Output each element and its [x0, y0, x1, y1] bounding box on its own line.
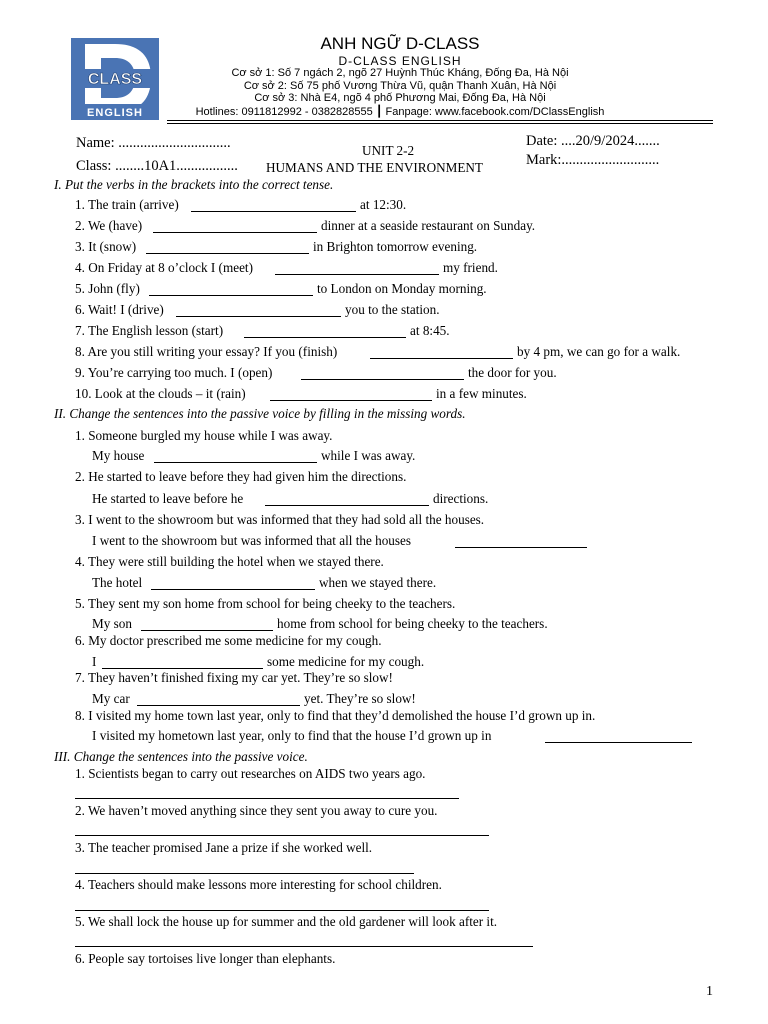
s2-item-1-question: 1. Someone burgled my house while I was away.: [75, 428, 333, 443]
s2-item-6-rest: some medicine for my cough.: [267, 654, 425, 669]
s1-item-6-rest: you to the station.: [345, 302, 440, 317]
school-subtitle: D-CLASS ENGLISH: [338, 54, 462, 68]
mark-field: Mark:...........................: [526, 152, 660, 168]
s2-item-4-rest: when we stayed there.: [319, 575, 437, 590]
s1-item-10-rest: in a few minutes.: [436, 386, 527, 401]
s1-item-4-blank[interactable]: [275, 274, 439, 275]
s3-item-2-question: 2. We haven’t moved anything since they sent you away to cure you.: [75, 803, 438, 818]
address-1: Cơ sở 1: Số 7 ngách 2, ngõ 27 Huỳnh Thúc Kháng, Đống Đa, Hà Nội: [231, 67, 569, 79]
s1-item-9-text: 9. You’re carrying too much. I (open): [75, 365, 273, 380]
s3-item-5-question: 5. We shall lock the house up for summer and the old gardener will look after it.: [75, 914, 498, 929]
s3-item-3-answer-line[interactable]: [75, 873, 414, 874]
s2-item-7-text: My car: [92, 691, 130, 706]
date-field: Date: ....20/9/2024.......: [526, 133, 660, 149]
s2-item-1-rest: while I was away.: [321, 448, 416, 463]
s2-item-6-text: I: [92, 654, 97, 669]
s1-item-2-rest: dinner at a seaside restaurant on Sunday.: [321, 218, 536, 233]
s2-item-4-blank[interactable]: [151, 589, 315, 590]
unit-label: UNIT 2-2: [362, 143, 415, 158]
s2-item-5-question: 5. They sent my son home from school for being cheeky to the teachers.: [75, 596, 456, 611]
s3-item-1-question: 1. Scientists began to carry out researches on AIDS two years ago.: [75, 766, 426, 781]
s1-item-10-text: 10. Look at the clouds – it (rain): [75, 386, 246, 401]
s1-item-10-blank[interactable]: [270, 400, 432, 401]
s3-item-6-question: 6. People say tortoises live longer than elephants.: [75, 951, 336, 966]
header-rule-bottom: [167, 123, 713, 124]
s2-item-6-question: 6. My doctor prescribed me some medicine for my cough.: [75, 633, 382, 648]
section-3-heading: III. Change the sentences into the passive voice.: [54, 749, 308, 764]
s3-item-1-answer-line[interactable]: [75, 798, 459, 799]
s2-item-5-blank[interactable]: [141, 630, 273, 631]
s1-item-1-rest: at 12:30.: [360, 197, 407, 212]
header-rule-top: [167, 120, 713, 121]
s1-item-8-text: 8. Are you still writing your essay? If you (finish): [75, 344, 338, 359]
s1-item-8-blank[interactable]: [370, 358, 513, 359]
d-class-logo: [71, 38, 159, 120]
s2-item-3-blank[interactable]: [455, 547, 587, 548]
s2-item-8-text: I visited my hometown last year, only to find that the house I’d grown up in: [92, 728, 492, 743]
s1-item-2-text: 2. We (have): [75, 218, 143, 233]
s3-item-4-answer-line[interactable]: [75, 910, 489, 911]
address-3: Cơ sở 3: Nhà E4, ngõ 4 phố Phương Mai, Đống Đa, Hà Nội: [254, 92, 546, 104]
s1-item-3-text: 3. It (snow): [75, 239, 137, 254]
s2-item-2-blank[interactable]: [265, 505, 429, 506]
s2-item-8-blank[interactable]: [545, 742, 692, 743]
s2-item-7-rest: yet. They’re so slow!: [304, 691, 416, 706]
s1-item-8-rest: by 4 pm, we can go for a walk.: [517, 344, 681, 359]
s1-item-1-blank[interactable]: [191, 211, 356, 212]
s2-item-7-question: 7. They haven’t finished fixing my car yet. They’re so slow!: [75, 670, 393, 685]
unit-topic: HUMANS AND THE ENVIRONMENT: [266, 160, 483, 175]
s3-item-4-question: 4. Teachers should make lessons more interesting for school children.: [75, 877, 442, 892]
s3-item-2-answer-line[interactable]: [75, 835, 489, 836]
s1-item-5-text: 5. John (fly): [75, 281, 140, 296]
s1-item-5-rest: to London on Monday morning.: [317, 281, 487, 296]
s2-item-1-blank[interactable]: [154, 462, 317, 463]
page-number: 1: [706, 984, 713, 999]
s1-item-2-blank[interactable]: [153, 232, 317, 233]
s1-item-4-text: 4. On Friday at 8 o’clock I (meet): [75, 260, 253, 275]
s2-item-6-blank[interactable]: [102, 668, 263, 669]
s2-item-5-rest: home from school for being cheeky to the teachers.: [277, 616, 548, 631]
s2-item-4-question: 4. They were still building the hotel when we stayed there.: [75, 554, 384, 569]
address-2: Cơ sở 2: Số 75 phố Vương Thừa Vũ, quận Thanh Xuân, Hà Nội: [243, 80, 557, 92]
s1-item-6-text: 6. Wait! I (drive): [75, 302, 164, 317]
school-title: ANH NGỮ D-CLASS: [320, 34, 480, 53]
s2-item-4-text: The hotel: [92, 575, 143, 590]
s1-item-6-blank[interactable]: [176, 316, 341, 317]
s2-item-1-text: My house: [92, 448, 145, 463]
s3-item-5-answer-line[interactable]: [75, 946, 533, 947]
section-2-heading: II. Change the sentences into the passive voice by filling in the missing words.: [54, 406, 466, 421]
s1-item-7-text: 7. The English lesson (start): [75, 323, 224, 338]
s2-item-8-question: 8. I visited my home town last year, only to find that they’d demolished the house I’d grown up in.: [75, 708, 596, 723]
logo-class-text: CLASS: [87, 71, 143, 88]
s1-item-1-text: 1. The train (arrive): [75, 197, 179, 212]
logo-english-text: ENGLISH: [87, 107, 143, 119]
s1-item-4-rest: my friend.: [443, 260, 498, 275]
s1-item-5-blank[interactable]: [149, 295, 313, 296]
s2-item-2-rest: directions.: [433, 491, 489, 506]
name-field: Name: ...............................: [76, 135, 231, 151]
s1-item-9-blank[interactable]: [301, 379, 464, 380]
s2-item-3-question: 3. I went to the showroom but was informed that they had sold all the houses.: [75, 512, 485, 527]
s2-item-2-text: He started to leave before he: [92, 491, 244, 506]
s1-item-3-rest: in Brighton tomorrow evening.: [313, 239, 478, 254]
s2-item-5-text: My son: [92, 616, 132, 631]
s1-item-7-blank[interactable]: [244, 337, 406, 338]
s2-item-2-question: 2. He started to leave before they had given him the directions.: [75, 469, 407, 484]
s2-item-3-text: I went to the showroom but was informed that all the houses: [92, 533, 412, 548]
s2-item-7-blank[interactable]: [137, 705, 300, 706]
contact-line: Hotlines: 0911812992 - 0382828555 ┃ Fanpage: www.facebook.com/DClassEnglish: [195, 106, 605, 118]
s3-item-3-question: 3. The teacher promised Jane a prize if she worked well.: [75, 840, 373, 855]
class-field: Class: ........10A1.................: [76, 158, 238, 174]
s1-item-9-rest: the door for you.: [468, 365, 557, 380]
s1-item-3-blank[interactable]: [146, 253, 309, 254]
section-1-heading: I. Put the verbs in the brackets into the correct tense.: [54, 177, 334, 192]
s1-item-7-rest: at 8:45.: [410, 323, 450, 338]
